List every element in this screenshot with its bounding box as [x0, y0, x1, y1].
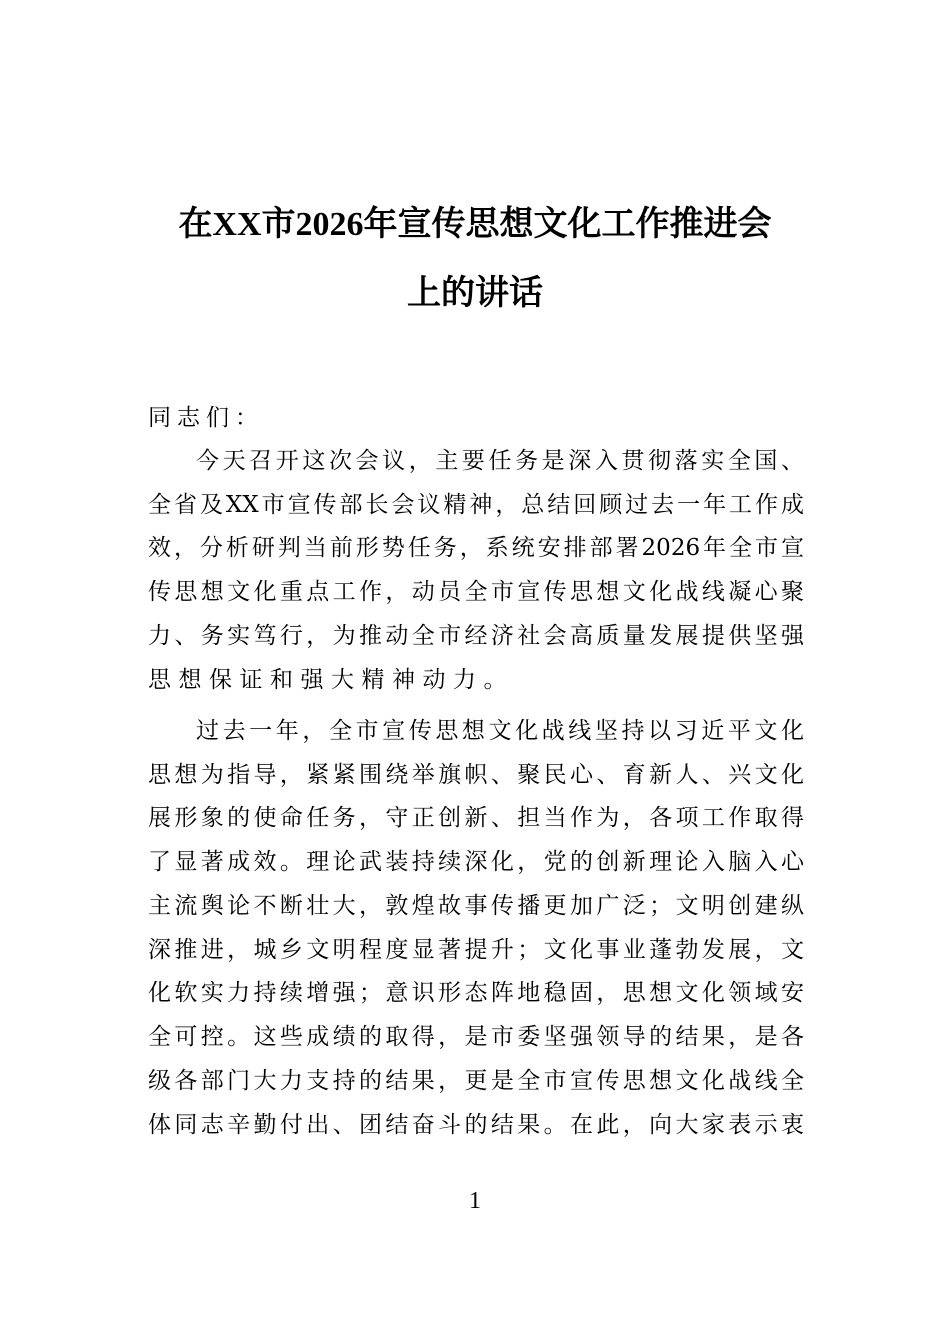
paragraph-line: 级各部门大力支持的结果，更是全市宣传思想文化战线全	[148, 1068, 804, 1094]
paragraph-line: 思想保证和强大精神动力。	[148, 667, 514, 693]
paragraph-line: 思想为指导，紧紧围绕举旗帜、聚民心、育新人、兴文化	[148, 762, 804, 788]
paragraph-line: 今天召开这次会议，主要任务是深入贯彻落实全国、	[196, 448, 804, 474]
greeting: 同志们：	[148, 405, 264, 431]
paragraph-line: 传思想文化重点工作，动员全市宣传思想文化战线凝心聚	[148, 579, 804, 605]
paragraph-line: 体同志辛勤付出、团结奋斗的结果。在此，向大家表示衷	[148, 1112, 804, 1138]
paragraph-line: 深推进，城乡文明程度显著提升；文化事业蓬勃发展，文	[148, 937, 804, 963]
paragraph-line: 过去一年，全市宣传思想文化战线坚持以习近平文化	[196, 718, 804, 744]
paragraph-line: 化软实力持续增强；意识形态阵地稳固，思想文化领域安	[148, 980, 804, 1006]
paragraph-line: 主流舆论不断壮大，敦煌故事传播更加广泛；文明创建纵	[148, 893, 804, 919]
paragraph-line: 全省及XX市宣传部长会议精神，总结回顾过去一年工作成	[148, 492, 804, 518]
paragraph-line: 展形象的使命任务，守正创新、担当作为，各项工作取得	[148, 805, 804, 831]
paragraph-line: 全可控。这些成绩的取得，是市委坚强领导的结果，是各	[148, 1024, 804, 1050]
document-title-line-1: 在XX市2026年宣传思想文化工作推进会	[178, 206, 772, 243]
paragraph-line: 力、务实笃行，为推动全市经济社会高质量发展提供坚强	[148, 623, 804, 649]
page-number: 1	[469, 1188, 481, 1214]
document-title-line-2: 上的讲话	[407, 275, 543, 312]
paragraph-line: 了显著成效。理论武装持续深化，党的创新理论入脑入心	[148, 849, 804, 875]
paragraph-line: 效，分析研判当前形势任务，系统安排部署2026年全市宣	[148, 535, 804, 561]
